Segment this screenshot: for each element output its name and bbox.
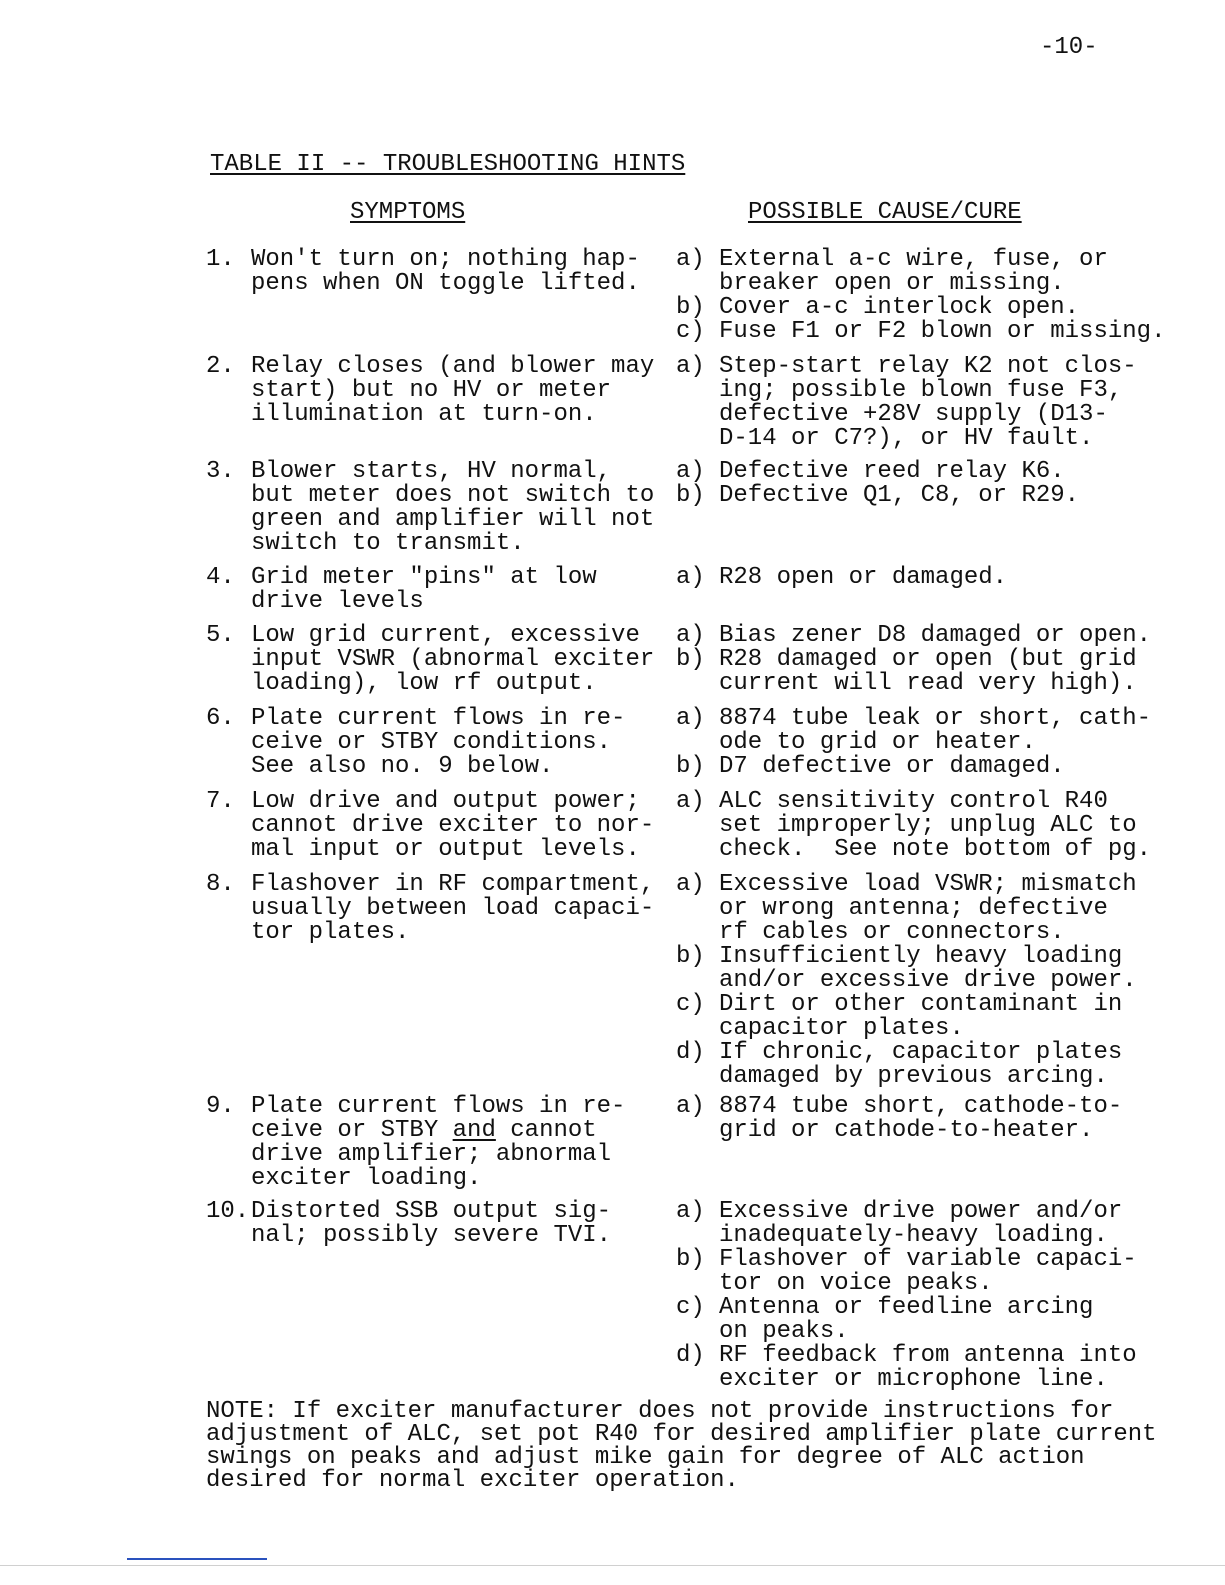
cause-line: Excessive load VSWR; mismatch [719,871,1137,898]
symptom-line: start) but no HV or meter [251,377,612,404]
bottom-marker [127,1558,267,1560]
cause-list [676,707,1221,779]
cause-text [719,355,1221,451]
cause-item [676,355,1221,451]
cause-list [676,248,1221,344]
symptom-line: Blower starts, HV normal, [251,458,612,485]
cause-line: rf cables or connectors. [719,919,1065,946]
cause-letter: a) [676,622,705,649]
symptom-line: nal; possibly severe TVI. [251,1222,612,1249]
cause-list [676,1095,1221,1143]
cause-item [676,648,1221,696]
cause-letter: a) [676,458,705,485]
cause-text [719,790,1221,862]
row-number: 9. [206,1093,235,1120]
cause-item [676,624,1221,648]
cause-line: inadequately-heavy loading. [719,1222,1108,1249]
cause-text [719,945,1221,993]
page-number: -10- [1040,34,1098,61]
cause-text [719,648,1221,696]
cause-item [676,790,1221,862]
cause-item [676,873,1221,945]
symptom-line: input VSWR (abnormal exciter [251,646,655,673]
cause-list [676,873,1221,1089]
cause-item [676,248,1221,296]
symptom-line: green and amplifier will not [251,506,655,533]
cause-text [719,296,1221,320]
symptom [251,566,671,614]
symptom [251,707,671,779]
cause-line: or wrong antenna; defective [719,895,1108,922]
cause-letter: a) [676,353,705,380]
cause-line: damaged by previous arcing. [719,1063,1108,1090]
symptom [251,624,671,696]
symptom-line: Low grid current, excessive [251,622,640,649]
symptom-line: Distorted SSB output sig- [251,1198,612,1225]
cause-item [676,707,1221,755]
row-number: 2. [206,353,235,380]
cause-letter: b) [676,753,705,780]
cause-line: Excessive drive power and/or [719,1198,1123,1225]
row-number: 3. [206,458,235,485]
cause-line: check. See note bottom of pg. [719,836,1152,863]
cause-letter: a) [676,788,705,815]
cause-line: current will read very high). [719,670,1137,697]
cause-letter: a) [676,246,705,273]
symptom-line: illumination at turn-on. [251,401,597,428]
symptom-line: switch to transmit. [251,530,525,557]
symptom-line: usually between load capaci- [251,895,655,922]
cause-text [719,320,1221,344]
row-number: 6. [206,705,235,732]
cause-text [719,566,1221,590]
emphasis: and [452,1117,496,1144]
cause-letter: a) [676,871,705,898]
cause-list [676,355,1221,451]
symptom-line: Flashover in RF compartment, [251,871,655,898]
cause-letter: b) [676,294,705,321]
note-line: NOTE: If exciter manufacturer does not provide instructions for [206,1398,1114,1425]
cause-line: ing; possible blown fuse F3, [719,377,1123,404]
cause-text [719,460,1221,484]
symptom-line: tor plates. [251,919,410,946]
cause-line: Bias zener D8 damaged or open. [719,622,1152,649]
cause-text [719,1041,1221,1089]
cause-line: breaker open or missing. [719,270,1065,297]
cause-line: ALC sensitivity control R40 [719,788,1108,815]
cause-letter: a) [676,705,705,732]
cause-line: Antenna or feedline arcing [719,1294,1094,1321]
cause-line: capacitor plates. [719,1015,964,1042]
cause-item [676,566,1221,590]
note-line: swings on peaks and adjust mike gain for degree of ALC action [206,1444,1085,1471]
cause-text [719,707,1221,755]
symptom-line: cannot drive exciter to nor- [251,812,655,839]
cause-line: External a-c wire, fuse, or [719,246,1108,273]
cause-line: Defective reed relay K6. [719,458,1065,485]
cause-letter: b) [676,1246,705,1273]
table-title: TABLE II -- TROUBLESHOOTING HINTS [210,151,686,178]
cause-line: tor on voice peaks. [719,1270,993,1297]
symptom-line: ceive or STBY and cannot [251,1117,597,1144]
cause-letter: c) [676,318,705,345]
cause-line: defective +28V supply (D13- [719,401,1108,428]
cause-item [676,460,1221,484]
cause-line: Dirt or other contaminant in [719,991,1123,1018]
cause-item [676,1296,1221,1344]
symptom [251,460,671,556]
cause-line: R28 damaged or open (but grid [719,646,1137,673]
cause-text [719,1200,1221,1248]
note [206,1400,1206,1492]
symptom-line: drive amplifier; abnormal [251,1141,612,1168]
cause-list [676,566,1221,590]
symptom-line: Won't turn on; nothing hap- [251,246,640,273]
cause-text [719,873,1221,945]
cause-item [676,993,1221,1041]
cause-line: RF feedback from antenna into [719,1342,1137,1369]
cause-line: Defective Q1, C8, or R29. [719,482,1080,509]
cause-text [719,484,1221,508]
symptom [251,1200,671,1248]
cause-text [719,624,1221,648]
cause-line: set improperly; unplug ALC to [719,812,1137,839]
symptom-line: mal input or output levels. [251,836,640,863]
cause-line: R28 open or damaged. [719,564,1008,591]
cause-item [676,755,1221,779]
row-number: 7. [206,788,235,815]
cause-text [719,755,1221,779]
cause-letter: d) [676,1342,705,1369]
cause-line: 8874 tube leak or short, cath- [719,705,1152,732]
cause-line: Insufficiently heavy loading [719,943,1123,970]
symptom [251,248,671,296]
symptom-line: ceive or STBY conditions. [251,729,612,756]
cause-item [676,320,1221,344]
cause-line: D7 defective or damaged. [719,753,1065,780]
cause-letter: a) [676,1198,705,1225]
cause-line: on peaks. [719,1318,849,1345]
cause-letter: a) [676,564,705,591]
cause-letter: a) [676,1093,705,1120]
row-number: 1. [206,246,235,273]
cause-letter: c) [676,991,705,1018]
cause-text [719,248,1221,296]
cause-item [676,945,1221,993]
cause-item [676,1200,1221,1248]
cause-line: Flashover of variable capaci- [719,1246,1137,1273]
cause-line: and/or excessive drive power. [719,967,1137,994]
cause-list [676,624,1221,696]
row-number: 5. [206,622,235,649]
symptom-line: Low drive and output power; [251,788,640,815]
note-line: adjustment of ALC, set pot R40 for desired amplifier plate current [206,1421,1157,1448]
symptom-line: drive levels [251,588,424,615]
cause-line: Step-start relay K2 not clos- [719,353,1137,380]
symptom-line: See also no. 9 below. [251,753,554,780]
row-number: 10. [206,1198,250,1225]
cause-line: ode to grid or heater. [719,729,1036,756]
cause-item [676,296,1221,320]
note-line: desired for normal exciter operation. [206,1467,739,1494]
cause-item [676,1248,1221,1296]
cause-line: 8874 tube short, cathode-to- [719,1093,1123,1120]
cause-list [676,1200,1221,1392]
cause-text [719,1296,1221,1344]
causes-header: POSSIBLE CAUSE/CURE [748,199,1022,226]
cause-letter: c) [676,1294,705,1321]
cause-line: exciter or microphone line. [719,1366,1108,1393]
symptom [251,1095,671,1191]
bottom-rule [0,1565,1225,1566]
symptom-line: pens when ON toggle lifted. [251,270,640,297]
row-number: 4. [206,564,235,591]
symptom-line: Plate current flows in re- [251,1093,626,1120]
symptom [251,873,671,945]
cause-list [676,460,1221,508]
cause-letter: d) [676,1039,705,1066]
cause-text [719,1248,1221,1296]
cause-line: grid or cathode-to-heater. [719,1117,1094,1144]
cause-line: Cover a-c interlock open. [719,294,1080,321]
cause-text [719,993,1221,1041]
cause-text [719,1344,1221,1392]
cause-letter: b) [676,482,705,509]
symptom [251,790,671,862]
cause-letter: b) [676,943,705,970]
cause-line: If chronic, capacitor plates [719,1039,1123,1066]
cause-letter: b) [676,646,705,673]
cause-item [676,1095,1221,1143]
cause-item [676,484,1221,508]
cause-text [719,1095,1221,1143]
cause-line: D-14 or C7?), or HV fault. [719,425,1094,452]
symptom-line: but meter does not switch to [251,482,655,509]
symptoms-header: SYMPTOMS [350,199,466,226]
symptom-line: loading), low rf output. [251,670,597,697]
cause-item [676,1041,1221,1089]
symptom-line: exciter loading. [251,1165,482,1192]
cause-line: Fuse F1 or F2 blown or missing. [719,318,1166,345]
cause-item [676,1344,1221,1392]
row-number: 8. [206,871,235,898]
symptom-line: Relay closes (and blower may [251,353,655,380]
symptom-line: Grid meter "pins" at low [251,564,597,591]
symptom-line: Plate current flows in re- [251,705,626,732]
symptom [251,355,671,427]
cause-list [676,790,1221,862]
